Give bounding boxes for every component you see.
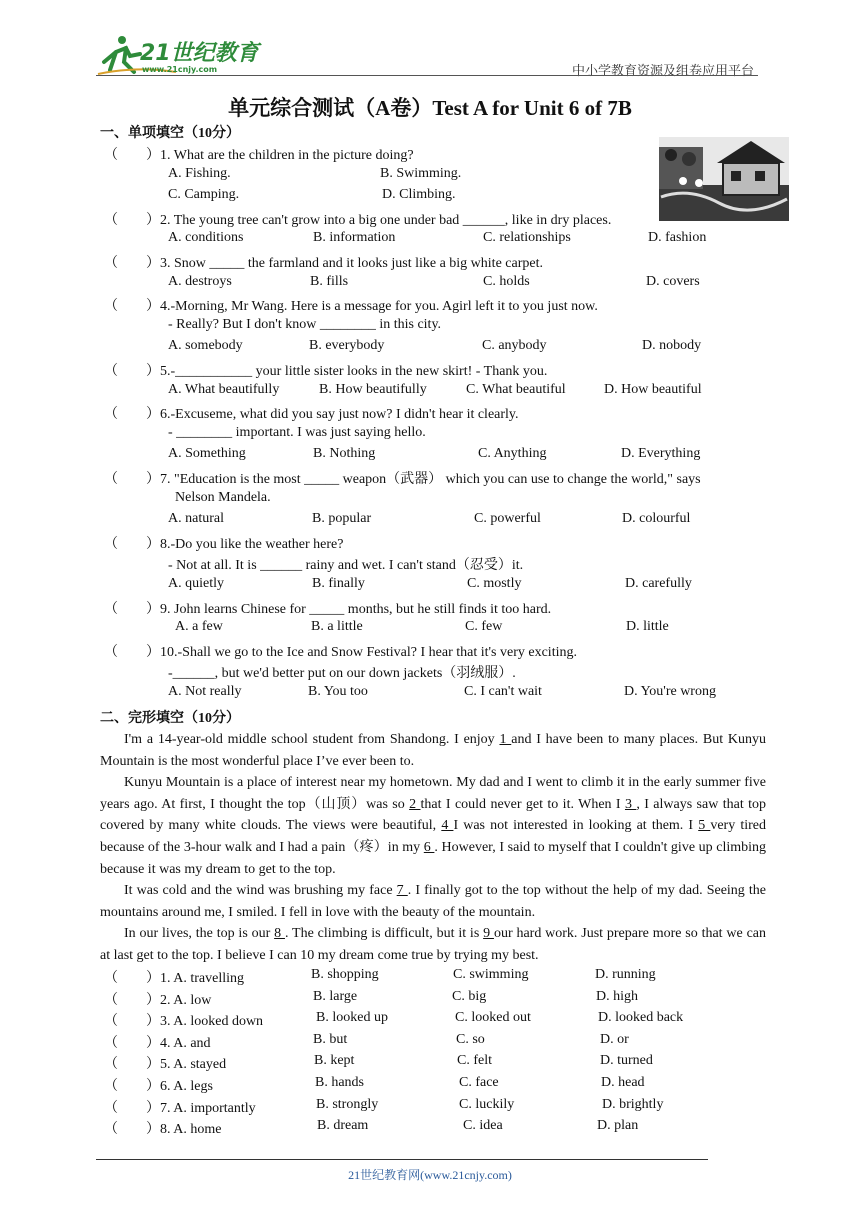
option-a: A. quietly [168,576,224,591]
logo-url: www.21cnjy.com [142,65,218,74]
footer-source: 21世纪教育网(www.21cnjy.com) [348,1168,512,1182]
option-c: C. swimming [453,967,529,982]
option-c: C. relationships [483,230,571,246]
question-stem: ）8.-Do you like the weather here? [146,536,344,552]
passage-paragraph: It was cold and the wind was brushing my face 7 . I finally got to the top without the help of my dad. Seeing the mountains around me, I smiled. I fell in love with the beauty of the mountain. [100,883,766,920]
option-b: B. looked up [316,1010,388,1026]
option-b: B. How beautifully [319,381,427,397]
answer-paren: （ [104,536,118,552]
question-stem-continued: - ________ important. I was just saying hello. [168,424,426,440]
option-c: C. luckily [459,1096,515,1112]
option-d: D. Everything [621,446,701,462]
option-c: C. What beautiful [466,381,566,397]
question-stem: ）3. Snow _____ the farmland and it looks just like a big white carpet. [146,256,543,271]
answer-paren: （ [104,1014,118,1030]
question-stem: ）4.-Morning, Mr Wang. Here is a message for you. Agirl left it to you just now. [146,299,598,315]
cloze-question-stem: ）2. A. low [146,992,212,1008]
option-a: A. somebody [168,338,243,354]
option-b: B. hands [315,1075,364,1090]
option-c: C. face [459,1075,499,1090]
option-d: D. turned [600,1053,653,1069]
section-heading-2: 二、完形填空（10分） [100,711,240,726]
answer-paren: （ [104,992,118,1008]
option-b: B. Swimming. [380,165,462,181]
question-stem-continued: Nelson Mandela. [175,489,271,505]
option-a: A. Not really [168,684,242,699]
option-a: A. natural [168,511,224,527]
cloze-question-stem: ）8. A. home [146,1122,222,1138]
cloze-question-stem: ）3. A. looked down [146,1014,264,1030]
question-stem: ）2. The young tree can't grow into a big one under bad ______, like in dry places. [146,212,612,228]
option-c: C. powerful [474,511,541,527]
answer-paren: （ [104,212,118,228]
blank-6: 6 [423,839,435,855]
blank-5: 5 [698,818,711,834]
blank-8: 8 [274,926,285,942]
answer-paren: （ [104,148,118,163]
option-b: B. everybody [309,338,385,354]
option-d: D. plan [597,1118,639,1134]
blank-2: 2 [409,796,421,812]
question-stem: ）5.-___________ your little sister looks in the new skirt! - Thank you. [146,364,548,379]
option-c: C. I can't wait [464,684,542,699]
answer-paren: （ [104,472,118,487]
page-title: 单元综合测试（A卷）Test A for Unit 6 of 7B [228,96,632,120]
blank-1: 1 [499,732,512,747]
option-d: D. How beautiful [604,381,702,397]
cloze-question-stem: ）5. A. stayed [146,1057,227,1073]
cloze-question-stem: ）7. A. importantly [146,1100,256,1116]
cloze-question-stem: ）1. A. travelling [146,971,244,986]
option-d: D. You're wrong [624,684,716,699]
option-d: D. looked back [598,1010,684,1026]
option-c: C. mostly [467,576,522,591]
logo-text: 21世纪教育 [140,41,259,66]
blank-7: 7 [396,883,408,899]
answer-paren: （ [104,644,118,660]
option-d: D. brightly [602,1096,664,1112]
answer-paren: （ [104,601,118,617]
passage-paragraph: Kunyu Mountain is a place of interest near my hometown. My dad and I went to climb it in the early summer five years ago. At first, I thought the top（山顶）was so 2 that I could never get to it. When I 3 , I always saw that top covered by many white clouds. The views were beautiful, 4 I was not interested in looking at them. I 5 very tired because of the 3-hour walk and I had a pain（疼）in my 6 . However, I said to myself that I couldn't give up climbing because it was my dream to get to the top. [100,775,767,877]
option-a: A. a few [175,619,223,635]
option-b: B. popular [312,511,372,527]
option-b: B. You too [308,684,368,699]
option-c: C. Camping. [168,187,240,203]
cloze-passage [100,729,766,967]
passage-paragraph: I'm a 14-year-old middle school student from Shandong. I enjoy 1 and I have been to many places. But Kunyu Mountain is the most wonderful place I’ve ever been to. [100,732,767,769]
option-d: D. little [626,619,669,635]
question-stem: ）6.-Excuseme, what did you say just now? I didn't hear it clearly. [146,407,519,423]
answer-paren: （ [104,1057,118,1073]
platform-slogan: 中小学教育资源及组卷应用平台 [572,63,755,78]
blank-9: 9 [483,926,494,942]
option-d: D. covers [646,273,700,289]
option-c: C. big [452,988,487,1004]
answer-paren: （ [104,407,118,423]
option-d: D. Climbing. [382,187,456,203]
option-c: C. idea [463,1118,503,1134]
cloze-question-stem: ）6. A. legs [146,1079,213,1094]
footer-divider [96,1159,708,1160]
question-stem: ）7. "Education is the most _____ weapon（武器） which you can use to change the world," says [146,472,701,487]
option-c: C. Anything [478,446,547,462]
question-stem-continued: -______, but we'd better put on our down jackets（羽绒服）. [168,666,516,682]
answer-paren: （ [104,1035,118,1051]
question-stem: ）1. What are the children in the picture doing? [146,148,414,163]
option-b: B. kept [314,1053,355,1069]
option-b: B. shopping [311,967,379,982]
answer-paren: （ [104,1079,118,1094]
option-c: C. felt [457,1053,492,1069]
option-c: C. anybody [482,338,547,354]
option-b: B. a little [311,619,363,635]
option-d: D. nobody [642,338,702,354]
option-b: B. information [313,230,396,246]
blank-3: 3 [624,796,637,812]
cloze-question-stem: ）4. A. and [146,1035,211,1051]
passage-paragraph: In our lives, the top is our 8 . The climbing is difficult, but it is 9 our hard work. Just prepare more so that we can at last get to the top. I believe I can 10 my dream come true by trying my best. [100,926,766,963]
option-d: D. running [595,967,656,982]
option-a: A. conditions [168,230,244,246]
option-b: B. fills [310,273,349,289]
option-c: C. few [465,619,503,635]
option-b: B. strongly [316,1096,379,1112]
option-a: A. destroys [168,273,232,289]
option-b: B. Nothing [313,446,376,462]
option-a: A. Fishing. [168,165,231,181]
question-stem: ）9. John learns Chinese for _____ months, but he still finds it too hard. [146,601,552,617]
question-illustration [659,137,789,221]
option-a: A. Something [168,446,246,462]
answer-paren: （ [104,299,118,315]
option-d: D. or [600,1031,629,1047]
option-b: B. but [313,1031,348,1047]
answer-paren: （ [104,1122,118,1138]
option-d: D. colourful [622,511,691,527]
option-b: B. dream [317,1118,369,1134]
option-a: A. What beautifully [168,381,280,397]
question-stem-continued: - Really? But I don't know ________ in this city. [168,316,442,332]
option-d: D. carefully [625,576,692,591]
answer-paren: （ [104,256,118,271]
option-d: D. head [601,1075,645,1090]
site-logo [96,32,259,80]
question-stem-continued: - Not at all. It is ______ rainy and wet. I can't stand（忍受）it. [168,558,524,574]
option-c: C. looked out [455,1010,531,1026]
header-divider [96,75,758,76]
answer-paren: （ [104,971,118,986]
option-b: B. finally [312,576,365,591]
option-b: B. large [313,988,358,1004]
blank-4: 4 [441,818,454,834]
option-c: C. so [456,1031,485,1047]
answer-paren: （ [104,1100,118,1116]
option-d: D. fashion [648,230,707,246]
answer-paren: （ [104,364,118,379]
option-c: C. holds [483,273,530,289]
section-heading-1: 一、单项填空（10分） [100,126,240,141]
question-stem: ）10.-Shall we go to the Ice and Snow Festival? I hear that it's very exciting. [146,644,577,660]
option-d: D. high [596,988,638,1004]
